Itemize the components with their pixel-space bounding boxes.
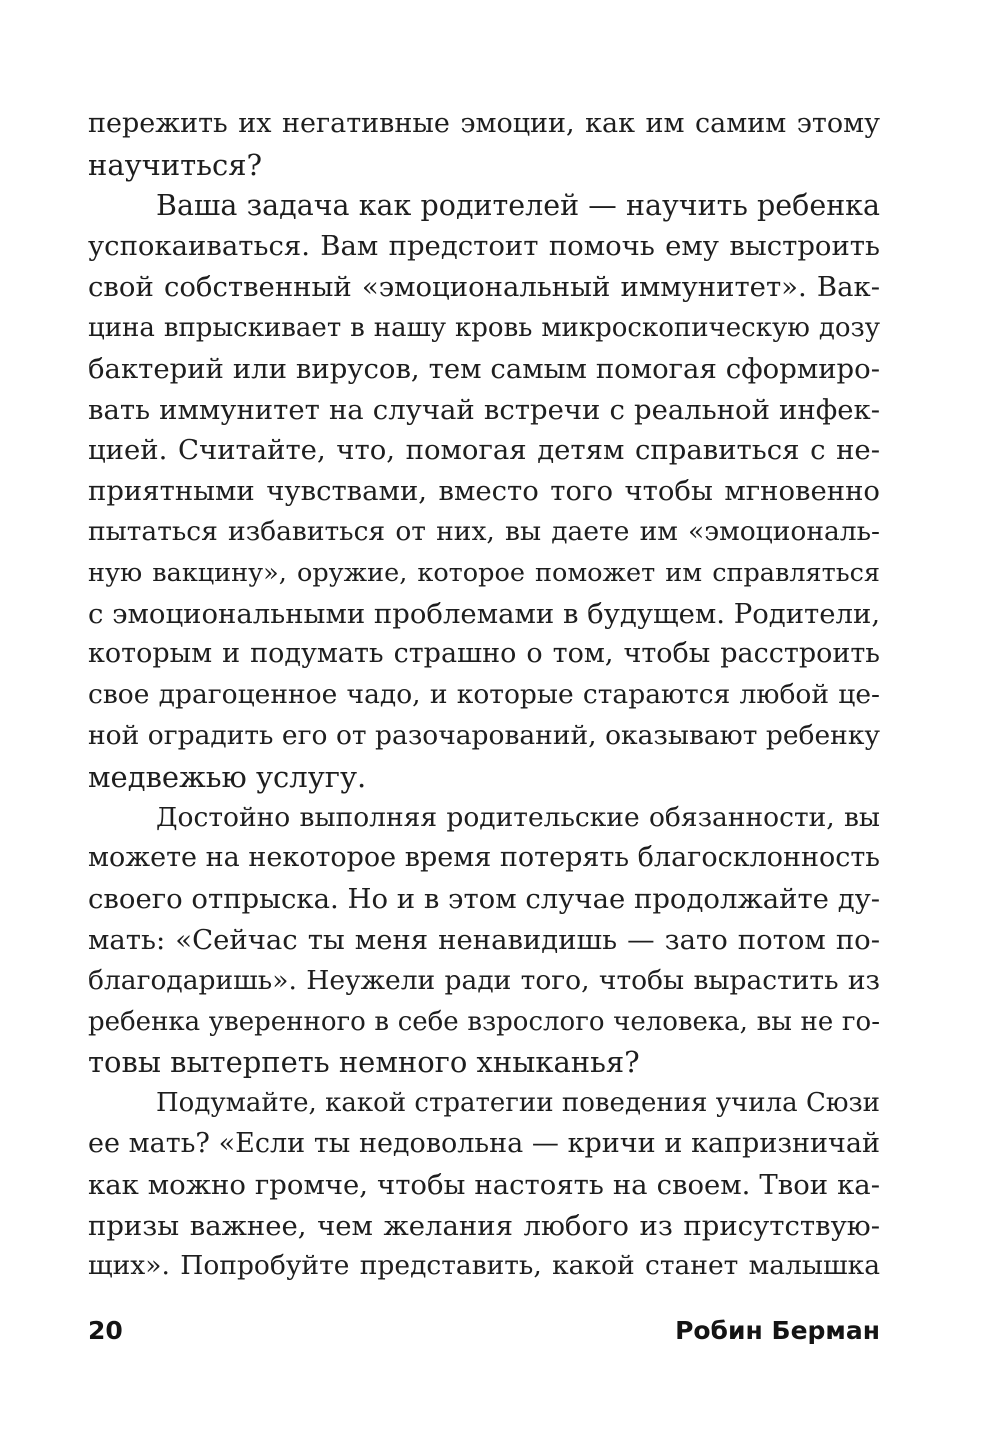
text-line: благодаришь». Неужели ради того, чтобы вырастить из (88, 964, 880, 996)
text-line: пережить их негативные эмоции, как им самим этому (88, 108, 880, 139)
text-line: своего отпрыска. Но и в этом случае продолжайте ду- (88, 883, 881, 916)
text-line: которым и подумать страшно о том, чтобы расстроить (88, 638, 880, 670)
text-line: ребенка уверенного в себе взрослого человека, вы не го- (88, 1006, 880, 1037)
running-footer-author: Робин Берман (675, 1316, 880, 1345)
text-line: ной оградить его от разочарований, оказывают ребенку (88, 719, 880, 751)
text-line: успокаиваться. Вам предстоит помочь ему выстроить (88, 230, 880, 263)
text-line: вать иммунитет на случай встречи с реальной инфек- (88, 393, 880, 426)
body-text (88, 104, 880, 1287)
paragraph-first-line: Ваша задача как родителей — научить ребенка (156, 188, 880, 222)
text-line: медвежью услугу. (88, 759, 367, 794)
text-line: научиться? (88, 147, 263, 182)
text-line: ее мать? «Если ты недовольна — кричи и капризничай (88, 1127, 880, 1159)
page-number: 20 (88, 1316, 123, 1345)
text-line: приятными чувствами, вместо того чтобы мгновенно (88, 475, 880, 508)
text-line: щих». Попробуйте представить, какой станет малышка (88, 1250, 880, 1282)
paragraph-first-line: Достойно выполняя родительские обязанности, вы (156, 801, 880, 833)
text-line: с эмоциональными проблемами в будущем. Родители, (88, 597, 881, 630)
text-line: можете на некоторое время потерять благосклонность (88, 842, 880, 874)
text-line: свой собственный «эмоциональный иммунитет». Вак- (88, 271, 880, 304)
text-line: цией. Считайте, что, помогая детям справиться с не- (88, 434, 880, 467)
text-line: мать: «Сейчас ты меня ненавидишь — зато потом по- (88, 923, 880, 956)
text-line: пытаться избавиться от них, вы даете им «эмоциональ- (88, 515, 880, 547)
text-line: свое драгоценное чадо, и которые стараются любой це- (88, 679, 880, 711)
text-line: призы важнее, чем желания любого из присутствую- (88, 1209, 880, 1242)
text-line: цина впрыскивает в нашу кровь микроскопическую дозу (88, 312, 880, 343)
text-line: как можно громче, чтобы настоять на своем. Твои ка- (88, 1168, 880, 1201)
text-line: ную вакцину», оружие, которое поможет им справляться (88, 557, 880, 588)
text-line: товы вытерпеть немного хныканья? (88, 1045, 640, 1080)
text-line: бактерий или вирусов, тем самым помогая сформиро- (88, 352, 880, 385)
paragraph-first-line: Подумайте, какой стратегии поведения учила Сюзи (156, 1088, 880, 1119)
